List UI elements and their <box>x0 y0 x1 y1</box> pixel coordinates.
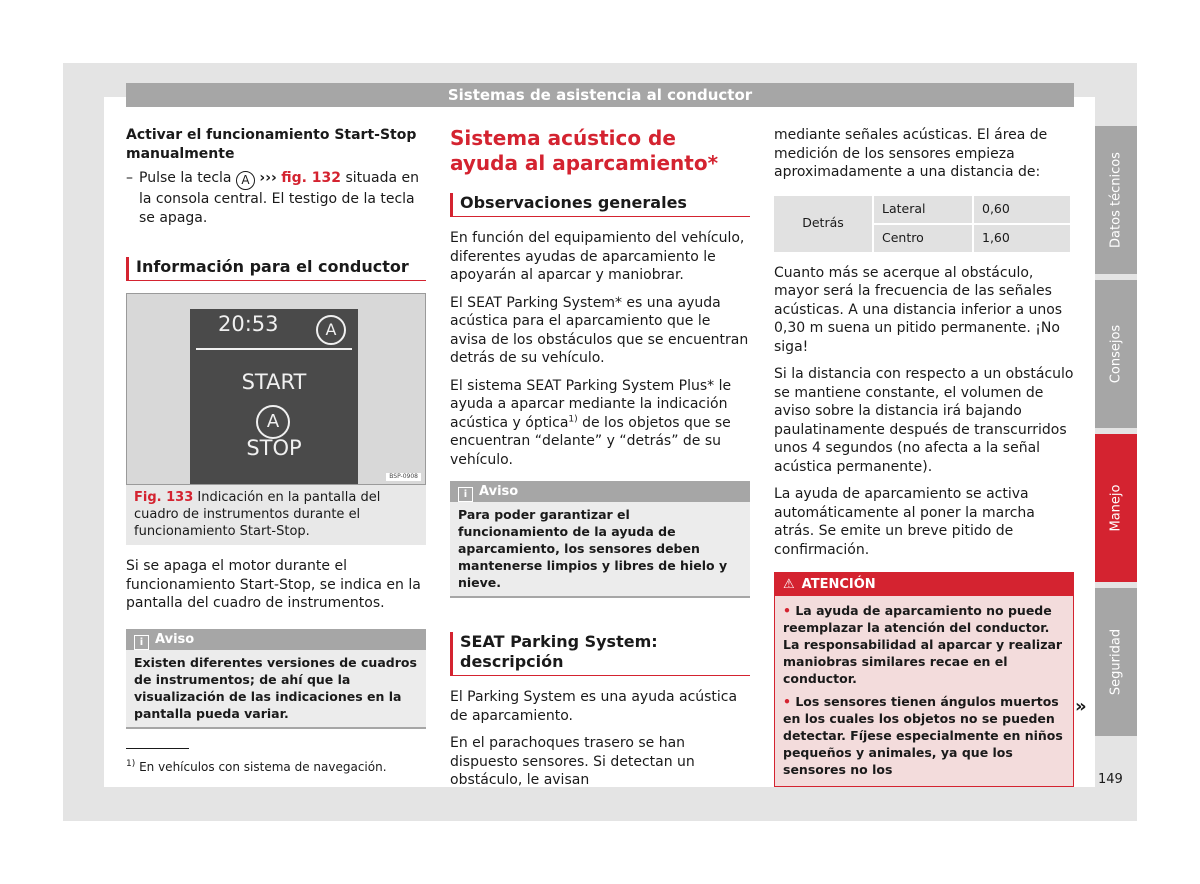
ref-arrows: ››› <box>259 170 277 186</box>
section-title: Sistema acústico de ayuda al aparcamiento* <box>450 126 719 175</box>
figure-caption: Fig. 133 Indicación en la pantalla del cuadro de instrumentos durante el funcionamiento Start-Stop. <box>126 485 426 545</box>
note-instruments: i Aviso Existen diferentes versiones de cuadros de instrumentos; de ahí que la visualización de las indicaciones en la pantalla pueda variar. <box>126 629 426 729</box>
column-left <box>126 126 426 729</box>
footnote-rule <box>126 748 189 749</box>
continue-marker: » <box>1075 696 1087 717</box>
start-stop-display-icon: A <box>316 315 346 345</box>
clock-readout: 20:53 <box>218 312 279 336</box>
bullet: • <box>783 694 796 709</box>
shutdown-paragraph: Si se apaga el motor durante el funcionamiento Start-Stop, se indica en la pantalla del cuadro de instrumentos. <box>126 558 421 611</box>
column-right: mediante señales acústicas. El área de medición de los sensores empieza aproximadamente a una distancia de: Detrás Lateral 0,60 Centro 1,60 Cuanto más se acerque al obstáculo, mayor será la frecuencia de las señales acústicas. A una distancia inferior a unos 0,30 m suena un pitido permanente. ¡No siga! Si la distancia con respecto a un obstáculo se mantiene constante, el volumen de aviso sobre la distancia irá bajando paulatinamente después de transcurridos unos 4 segundos (no afecta a la señal acústica permanente). La ayuda de aparcamiento se activa automáticamente al poner la marcha atrás. Se emite un breve pitido de confirmación. ⚠ ATENCIÓN • La ayuda de aparcamiento no puede reemplazar la atención del conductor. La responsabilidad al aparcar y realizar maniobras similares recae en el conductor. • Los sensores tienen ángulos muertos en los cuales los objetos no se pueden detectar. Fíjese especialmente en niños pequeños y animales, ya que los sensores no los <box>774 126 1074 787</box>
description-heading: SEAT Parking System: descripción <box>450 632 750 676</box>
instrument-display <box>190 309 358 484</box>
instruction-step: – Pulse la tecla A ››› fig. 132 situada en la consola central. El testigo de la tecla se apaga. <box>126 170 419 226</box>
note-sensors: i Aviso Para poder garantizar el funcionamiento de la ayuda de aparcamiento, los sensores deben mantenerse limpios y libres de hielo y nieve. <box>450 481 750 598</box>
display-divider <box>196 348 352 350</box>
warning-box: ⚠ ATENCIÓN • La ayuda de aparcamiento no puede reemplazar la atención del conductor. La responsabilidad al aparcar y realizar maniobras similares recae en el conductor. • Los sensores tienen ángulos muertos en los cuales los objetos no se pueden detectar. Fíjese especialmente en niños pequeños y animales, ya que los sensores no los <box>774 572 1074 787</box>
tab-manejo[interactable]: Manejo <box>1095 434 1137 582</box>
page-number: 149 <box>1098 772 1123 787</box>
info-icon: i <box>134 635 149 650</box>
column-middle: Sistema acústico de ayuda al aparcamiento* Observaciones generales En función del equipamiento del vehículo, diferentes ayudas de aparcamiento le apoyarán al aparcar y maniobrar. El SEAT Parking System* es una ayuda acústica para el aparcamiento que le avisa de los obstáculos que se encuentran detrás de su vehículo. El sistema SEAT Parking System Plus* le ayuda a aparcar mediante la indicación acústica y óptica$^{1)}$ de los objetos que se encuentran “delante” y “detrás” de su vehículo. i Aviso Para poder garantizar el funcionamiento de la ayuda de aparcamiento, los sensores deben mantenerse limpios y libres de hielo y nieve. SEAT Parking System: descripción El Parking System es una ayuda acústica de aparcamiento. En el parachoques trasero se han dispuesto sensores. Si detectan un obstáculo, le avisan <box>450 126 749 788</box>
start-stop-center-icon: A <box>256 405 290 439</box>
figure-code: BSP-0908 <box>386 473 421 481</box>
bullet: • <box>783 603 796 618</box>
general-notes-heading: Observaciones generales <box>450 193 750 217</box>
table-row: Centro 1,60 <box>774 225 1070 252</box>
section-header: Sistemas de asistencia al conductor <box>126 83 1074 107</box>
footnote-ref: 1) <box>568 413 578 424</box>
info-icon: i <box>458 487 473 502</box>
tab-seguridad[interactable]: Seguridad <box>1095 588 1137 736</box>
tab-datos-tecnicos[interactable]: Datos técnicos <box>1095 126 1137 274</box>
warning-triangle-icon: ⚠ <box>783 577 795 592</box>
distance-table <box>772 194 1072 254</box>
table-row: Detrás Lateral 0,60 <box>774 196 1070 223</box>
info-heading: Información para el conductor <box>126 257 426 281</box>
footnote: $^{1)}$ En vehículos con sistema de navegación. <box>126 759 387 774</box>
tab-consejos[interactable]: Consejos <box>1095 280 1137 428</box>
stop-label: STOP <box>246 436 302 460</box>
start-stop-key-icon: A <box>236 171 255 190</box>
figure-133 <box>126 293 426 485</box>
start-label: START <box>241 370 307 394</box>
figure-ref-link[interactable]: fig. 132 <box>281 170 342 186</box>
activate-heading: Activar el funcionamiento Start-Stop manualmente <box>126 127 417 162</box>
